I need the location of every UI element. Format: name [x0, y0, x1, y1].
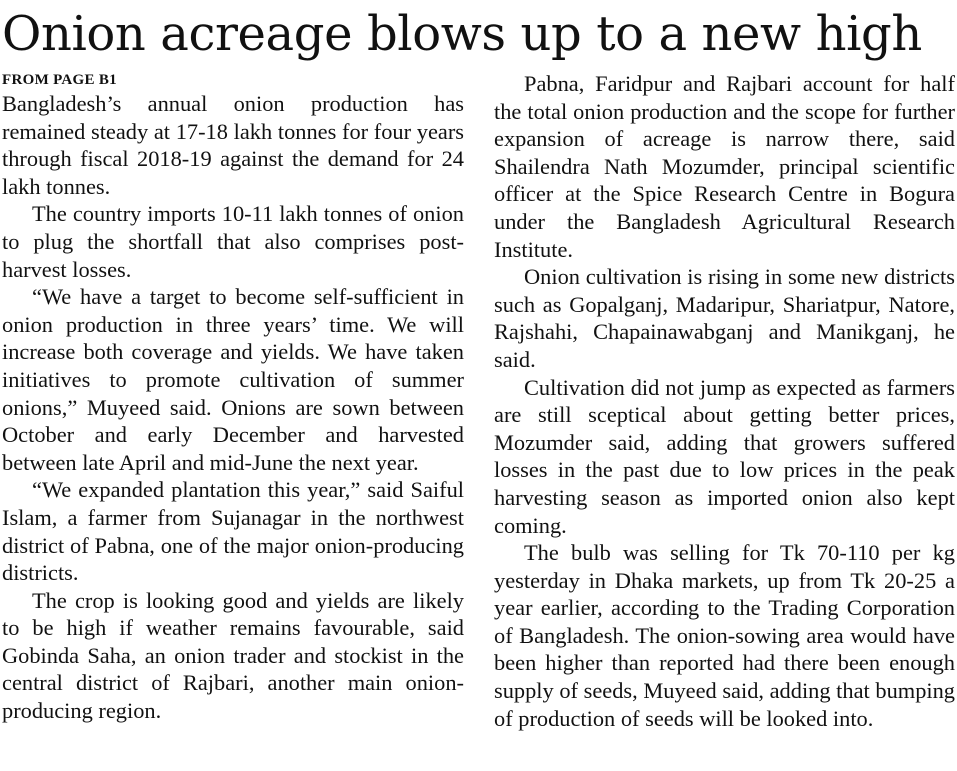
paragraph-prices-seeds: The bulb was selling for Tk 70-110 per kg yesterday in Dhaka markets, up from Tk 20-25 a year earlier, according to the Trading Corporation of Bangladesh. The onion-sowing area would have been higher than reported had there been enough supply of seeds, Muyeed said, adding that bumping of production of seeds will be looked into.	[494, 540, 955, 731]
paragraph-imports: The country imports 10-11 lakh tonnes of onion to plug the shortfall that also comprises post-harvest losses.	[2, 201, 464, 282]
article-headline: Onion acreage blows up to a new high	[2, 6, 922, 62]
article-column-left	[2, 70, 464, 725]
article-column-right	[494, 70, 955, 732]
paragraph-farmer-quote: “We expanded plantation this year,” said Saiful Islam, a farmer from Sujanagar in the northwest district of Pabna, one of the major onion-producing districts.	[2, 477, 464, 586]
dateline: FROM PAGE B1	[2, 72, 117, 88]
paragraph-main-districts: Pabna, Faridpur and Rajbari account for half the total onion production and the scope for further expansion of acreage is narrow there, said Shailendra Nath Mozumder, principal scientific officer at the Spice Research Centre in Bogura under the Bangladesh Agricultural Research Institute.	[494, 71, 955, 262]
paragraph-self-sufficiency-quote: “We have a target to become self-sufficient in onion production in three years’ time. We will increase both coverage and yields. We have taken initiatives to promote cultivation of summer onions,” Muyeed said. Onions are sown between October and early December and harvested between late April and mid-June the next year.	[2, 284, 464, 475]
paragraph-cultivation-scepticism: Cultivation did not jump as expected as farmers are still sceptical about getting better prices, Mozumder said, adding that growers suffered losses in the past due to low prices in the peak harvesting season as imported onion also kept coming.	[494, 374, 955, 538]
paragraph-crop-outlook: The crop is looking good and yields are likely to be high if weather remains favourable, said Gobinda Saha, an onion trader and stockist in the central district of Rajbari, another main onion-producing region.	[2, 587, 464, 724]
paragraph-new-districts: Onion cultivation is rising in some new districts such as Gopalganj, Madaripur, Shariatpur, Natore, Rajshahi, Chapainawabganj and Manikganj, he said.	[494, 264, 955, 372]
paragraph-production: Bangladesh’s annual onion production has remained steady at 17-18 lakh tonnes for four years through fiscal 2018-19 against the demand for 24 lakh tonnes.	[2, 91, 464, 199]
